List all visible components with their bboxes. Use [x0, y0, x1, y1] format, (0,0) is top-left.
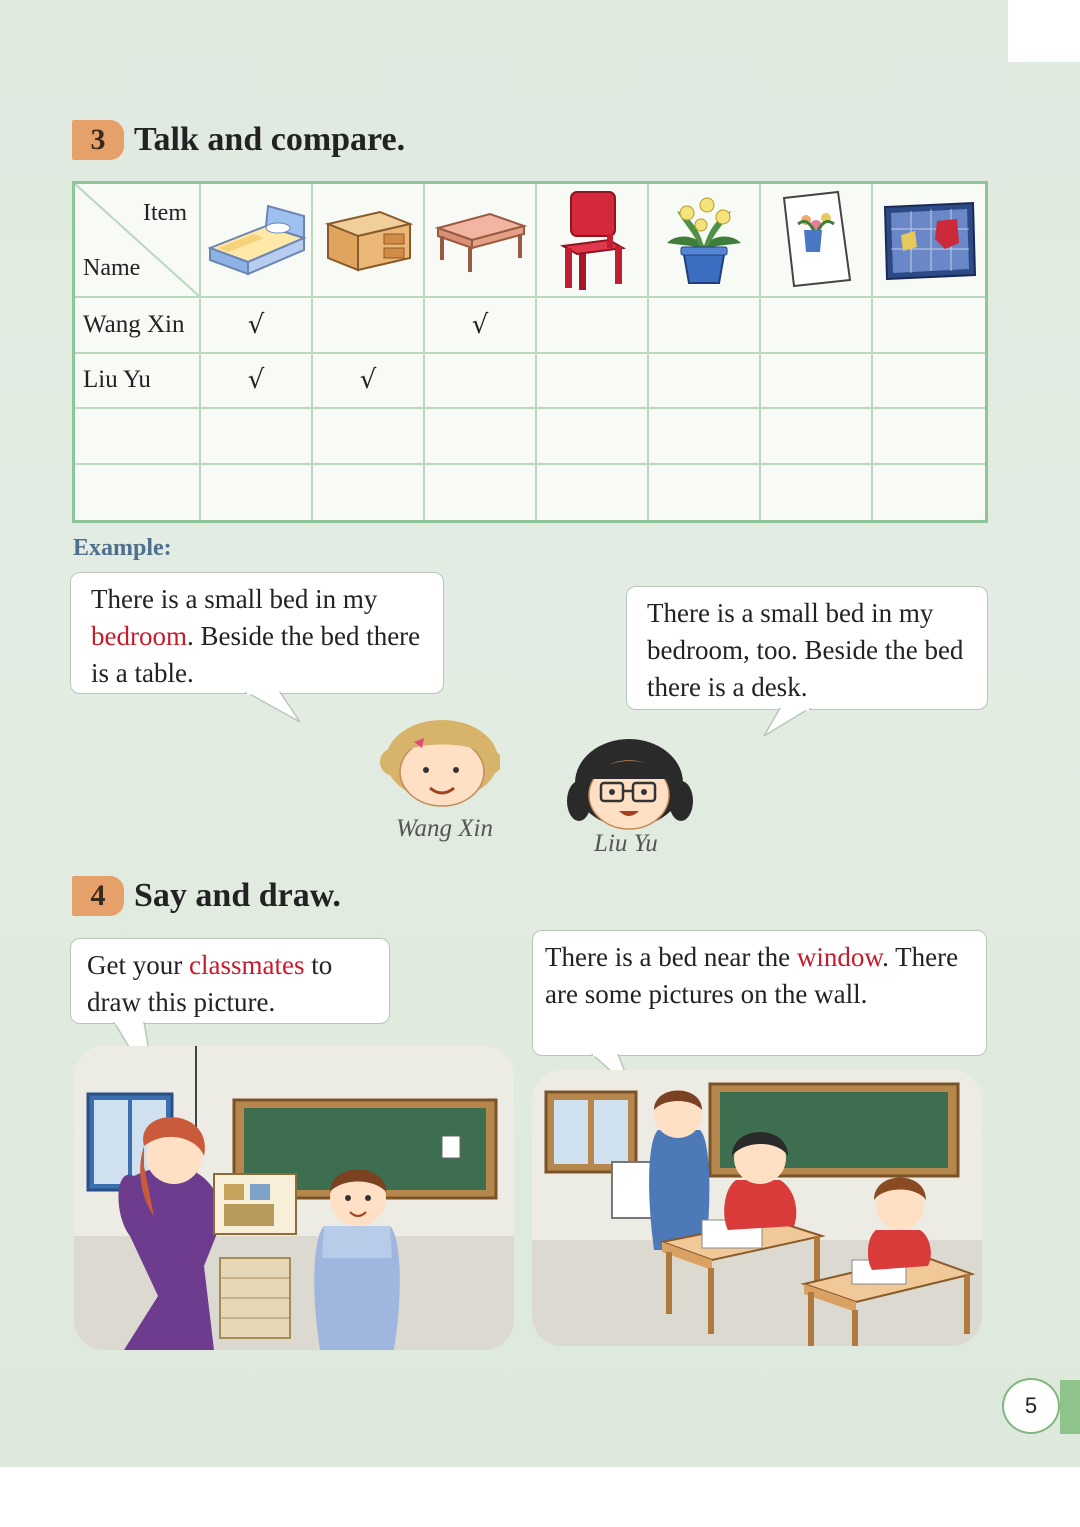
check-cell[interactable]: [425, 409, 537, 465]
check-cell[interactable]: [649, 354, 761, 410]
bubble-text: There is a small bed in my bedroom, too. Beside the bed there is a desk.: [647, 598, 964, 702]
name-cell[interactable]: [75, 409, 201, 465]
section-title: Say and draw.: [134, 877, 341, 914]
classroom-scene-left: [74, 1046, 514, 1350]
check-cell[interactable]: [873, 409, 985, 465]
bed-icon: [204, 198, 308, 282]
header-bed: [201, 184, 313, 298]
teacher-showing-picture-illustration: [74, 1046, 514, 1350]
check-cell[interactable]: [873, 465, 985, 521]
check-cell[interactable]: [201, 465, 313, 521]
header-chair: [537, 184, 649, 298]
check-cell[interactable]: √: [201, 354, 313, 410]
bubble-text: There is a small bed in my: [91, 584, 378, 614]
comparison-table: [72, 181, 988, 523]
bubble-text: . Beside the bed there is a table.: [91, 621, 421, 688]
classroom-scene-right: [532, 1070, 982, 1346]
bubble-tail: [240, 692, 310, 726]
header-map: [873, 184, 985, 298]
corner-header-cell: [75, 184, 201, 298]
liu-yu-avatar: [565, 735, 695, 835]
check-cell[interactable]: [649, 409, 761, 465]
speech-bubble-boy: [532, 930, 987, 1056]
check-cell[interactable]: [201, 409, 313, 465]
name-label: Name: [83, 255, 141, 281]
speech-bubble-liu-yu: [626, 586, 988, 710]
bubble-text: There is a bed near the: [545, 942, 797, 972]
speech-bubble-teacher: [70, 938, 390, 1024]
picture-icon: [776, 190, 856, 290]
students-drawing-illustration: [532, 1070, 982, 1346]
bubble-text: to draw this picture.: [87, 950, 333, 1017]
header-desk: [313, 184, 425, 298]
table-icon: [432, 202, 528, 278]
caption-wang-xin: Wang Xin: [396, 815, 493, 842]
map-icon: [881, 199, 977, 281]
highlight-word: classmates: [188, 950, 305, 980]
check-cell[interactable]: [873, 354, 985, 410]
check-cell[interactable]: √: [425, 298, 537, 354]
highlight-word: window: [796, 942, 883, 972]
header-plant: [649, 184, 761, 298]
name-cell: Wang Xin: [75, 298, 201, 354]
plant-icon: [661, 193, 747, 287]
check-cell[interactable]: [873, 298, 985, 354]
check-cell[interactable]: √: [201, 298, 313, 354]
check-cell[interactable]: [761, 354, 873, 410]
check-cell[interactable]: [425, 354, 537, 410]
chair-icon: [557, 188, 627, 292]
bubble-text: Get your: [87, 950, 189, 980]
wang-xin-avatar: [380, 712, 500, 812]
check-cell[interactable]: [313, 465, 425, 521]
check-cell[interactable]: [537, 298, 649, 354]
desk-icon: [320, 202, 416, 278]
item-label: Item: [143, 200, 187, 226]
header-picture: [761, 184, 873, 298]
section-number-badge: 4: [72, 876, 124, 916]
check-cell[interactable]: [761, 298, 873, 354]
bubble-text: . There are some pictures on the wall.: [545, 942, 959, 1009]
check-cell[interactable]: √: [313, 354, 425, 410]
header-table: [425, 184, 537, 298]
page-corner: [1008, 0, 1080, 62]
section-3-heading: [72, 120, 405, 160]
example-label: Example:: [73, 535, 172, 561]
section-title: Talk and compare.: [134, 121, 406, 158]
bubble-tail: [760, 708, 820, 740]
name-cell: Liu Yu: [75, 354, 201, 410]
check-cell[interactable]: [537, 354, 649, 410]
highlight-word: bedroom: [91, 621, 187, 651]
section-4-heading: [72, 876, 341, 916]
check-cell[interactable]: [649, 465, 761, 521]
page-tab: [1060, 1380, 1080, 1434]
check-cell[interactable]: [537, 409, 649, 465]
check-cell[interactable]: [313, 409, 425, 465]
check-cell[interactable]: [761, 409, 873, 465]
page-number: 5: [1002, 1378, 1060, 1434]
check-cell[interactable]: [425, 465, 537, 521]
check-cell[interactable]: [313, 298, 425, 354]
name-cell[interactable]: [75, 465, 201, 521]
caption-liu-yu: Liu Yu: [594, 830, 658, 857]
section-number-badge: 3: [72, 120, 124, 160]
check-cell[interactable]: [537, 465, 649, 521]
speech-bubble-wang-xin: [70, 572, 444, 694]
check-cell[interactable]: [649, 298, 761, 354]
check-cell[interactable]: [761, 465, 873, 521]
